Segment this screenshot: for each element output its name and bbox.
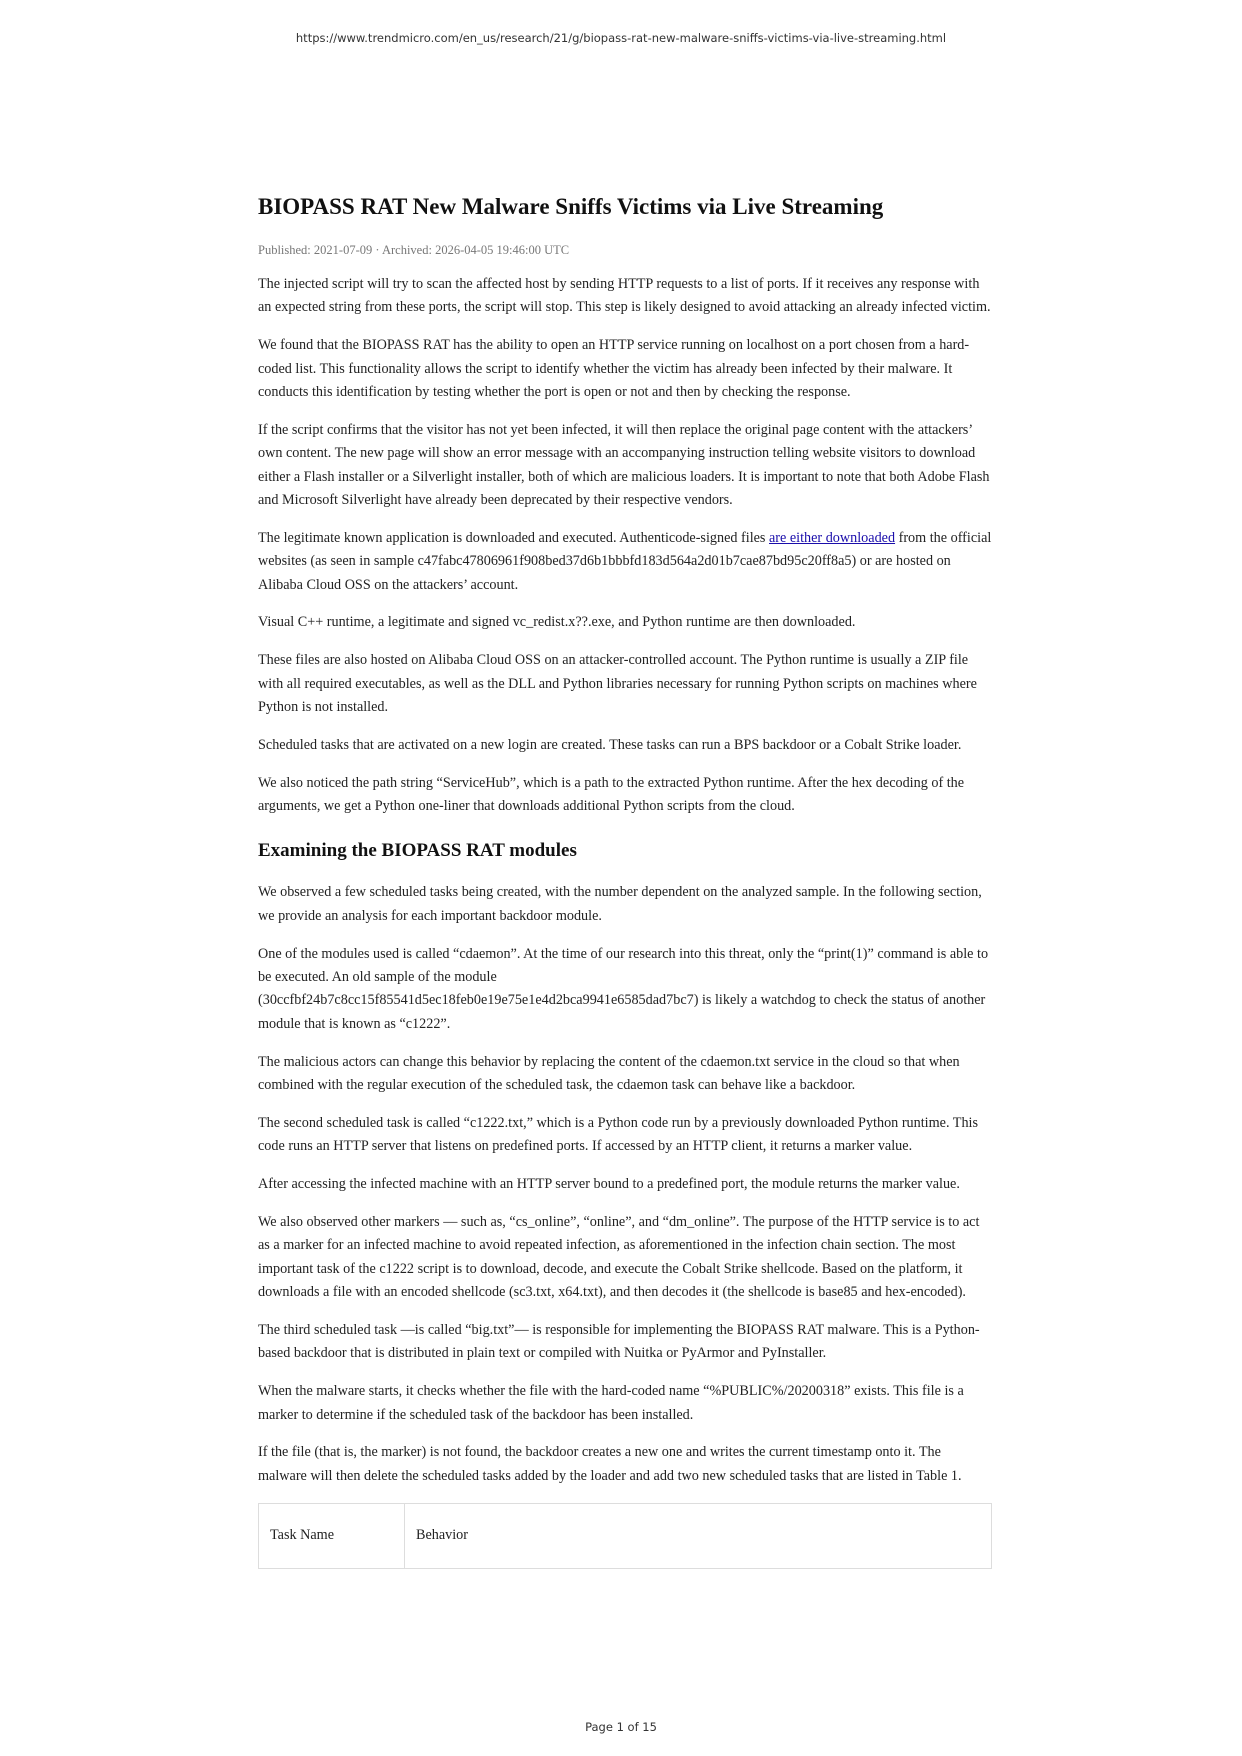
paragraph: The second scheduled task is called “c1222.txt,” which is a Python code run by a previously downloaded Python runtime. This code runs an HTTP server that listens on predefined ports. If accessed by an HTTP client, it returns a marker value.: [258, 1114, 979, 1155]
paragraph: The injected script will try to scan the affected host by sending HTTP requests to a list of ports. If it receives any response with an expected string from these ports, the script will stop. This step is likely designed to avoid attacking an already infected victim.: [258, 276, 991, 316]
table-header-task-name: Task Name: [259, 1503, 405, 1568]
paragraph: When the malware starts, it checks whether the file with the hard-coded name “%PUBLIC%/20200318” exists. This file is a marker to determine if the scheduled task of the backdoor has been installed.: [258, 1383, 964, 1423]
page-url-header: https://www.trendmicro.com/en_us/research/21/g/biopass-rat-new-malware-sniffs-victims-via-live-streaming.html: [295, 31, 947, 45]
page-number: Page 1 of 15: [585, 1720, 657, 1734]
paragraph: We observed a few scheduled tasks being created, with the number dependent on the analyzed sample. In the following section, we provide an analysis for each important backdoor module.: [258, 884, 982, 924]
paragraph: Scheduled tasks that are activated on a new login are created. These tasks can run a BPS backdoor or a Cobalt Strike loader.: [258, 736, 962, 753]
paragraph: These files are also hosted on Alibaba Cloud OSS on an attacker-controlled account. The Python runtime is usually a ZIP file with all required executables, as well as the DLL and Python libraries necessary for running Python scripts on machines where Python is not installed.: [258, 652, 977, 716]
are-either-downloaded-link[interactable]: are either downloaded: [769, 529, 896, 546]
paragraph: [258, 943, 992, 1037]
article-content: [258, 190, 992, 1569]
table-header-behavior: Behavior: [405, 1503, 992, 1568]
paragraph-text: (30ccfbf24b7c8cc15f85541d5ec18feb0e19e75e1e4d2bca9941e6585dad7bc7) is likely a watchdog to check the status of another module that is known as “c1222”.: [258, 992, 986, 1032]
article-meta: Published: 2021-07-09 · Archived: 2026-04-05 19:46:00 UTC: [258, 243, 570, 257]
paragraph-text: One of the modules used is called “cdaemon”. At the time of our research into this threat, only the “print(1)” command is able to be executed. An old sample of the module: [258, 945, 989, 986]
section-heading: Examining the BIOPASS RAT modules: [258, 840, 577, 862]
paragraph: If the script confirms that the visitor has not yet been infected, it will then replace the original page content with the attackers’ own content. The new page will show an error message with an accompanying instruction telling website visitors to download either a Flash installer or a Silverlight installer, both of which are malicious loaders. It is important to note that both Adobe Flash and Microsoft Silverlight have already been deprecated by their respective vendors.: [258, 421, 990, 509]
paragraph: [258, 527, 992, 597]
paragraph: We found that the BIOPASS RAT has the ability to open an HTTP service running on localhost on a port chosen from a hard-coded list. This functionality allows the script to identify whether the victim has already been infected by their malware. It conducts this identification by testing whether the port is open or not and then by checking the response.: [258, 337, 970, 401]
paragraph-text: The legitimate known application is downloaded and executed. Authenticode-signed files: [258, 529, 769, 546]
paragraph: We also noticed the path string “ServiceHub”, which is a path to the extracted Python runtime. After the hex decoding of the arguments, we get a Python one-liner that downloads additional Python scripts from the cloud.: [258, 774, 965, 815]
article-title: BIOPASS RAT New Malware Sniffs Victims via Live Streaming: [258, 194, 884, 219]
paragraph: After accessing the infected machine with an HTTP server bound to a predefined port, the module returns the marker value.: [258, 1176, 960, 1193]
paragraph: The malicious actors can change this behavior by replacing the content of the cdaemon.txt service in the cloud so that when combined with the regular execution of the scheduled task, the cdaemon task can behave like a backdoor.: [258, 1053, 960, 1094]
paragraph: We also observed other markers — such as, “cs_online”, “online”, and “dm_online”. The purpose of the HTTP service is to act as a marker for an infected machine to avoid repeated infection, as aforementioned in the infection chain section. The most important task of the c1222 script is to download, decode, and execute the Cobalt Strike shellcode. Based on the platform, it downloads a file with an encoded shellcode (sc3.txt, x64.txt), and then decodes it (the shellcode is base85 and hex-encoded).: [258, 1213, 980, 1301]
paragraph: If the file (that is, the marker) is not found, the backdoor creates a new one and writes the current timestamp onto it. The malware will then delete the scheduled tasks added by the loader and add two new scheduled tasks that are listed in Table 1.: [258, 1444, 962, 1484]
paragraph: The third scheduled task —is called “big.txt”— is responsible for implementing the BIOPASS RAT malware. This is a Python-based backdoor that is distributed in plain text or compiled with Nuitka or PyArmor and PyInstaller.: [258, 1321, 980, 1362]
task-table: [258, 1503, 992, 1569]
table-row: [259, 1503, 992, 1568]
paragraph-text: from the official websites (as seen in sample c47fabc47806961f908bed37d6b1bbbfd183d564a2d01b7cae87bd95c20ff8a5) or are hosted on Alibaba Cloud OSS on the attackers’ account.: [258, 529, 992, 593]
paragraph: Visual C++ runtime, a legitimate and signed vc_redist.x??.exe, and Python runtime are then downloaded.: [258, 614, 856, 631]
